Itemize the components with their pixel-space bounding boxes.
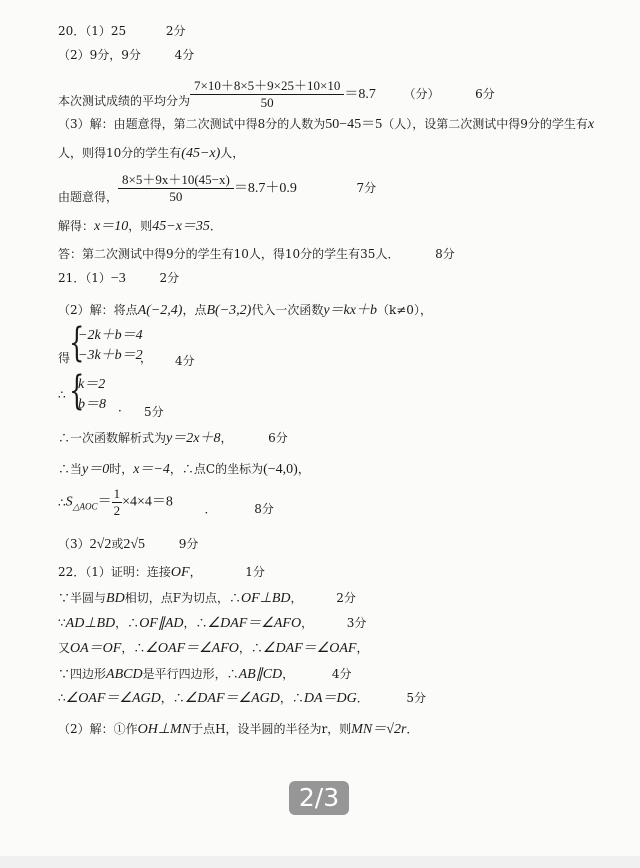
q22-line7-dot: ． — [406, 722, 419, 736]
q22-line3 — [58, 615, 366, 632]
q21-part2-text3: 代入一次函数 — [251, 303, 324, 317]
q21-part2-text1: （2）解：将点 — [58, 303, 138, 317]
q21-system2-dot: ． — [118, 400, 131, 414]
q21-system2-score: 5分 — [144, 405, 164, 419]
q21-point-c-text1: ∴当 — [58, 462, 83, 476]
q20-average-label: 本次测试成绩的平均分为 — [58, 94, 191, 108]
bottom-bar — [0, 856, 640, 868]
q21-part1-score: 2分 — [159, 271, 180, 285]
q21-expression-comma: ， — [220, 431, 233, 445]
q22-line4-text2: ，∴ — [238, 641, 263, 655]
q20-solve-label: 解得： — [58, 219, 95, 233]
q22-line4-comma: ， — [356, 641, 369, 655]
q21-point-c-text2: 时， — [109, 462, 134, 476]
q22-line7 — [58, 721, 418, 738]
q22-line4 — [58, 640, 368, 657]
q21-expression-score: 6分 — [268, 431, 288, 445]
q21-area-rest: ×4×4＝8 — [122, 494, 173, 510]
q21-area-line — [58, 486, 274, 519]
q22-line3-text1: ，∴ — [115, 616, 140, 630]
q21-system2-row2: b＝8 — [78, 397, 106, 412]
q22-line2-text2: 相切，点F为切点，∴ — [124, 591, 242, 605]
q20-part2 — [58, 47, 194, 63]
q21-area-subscript: △AOC — [72, 501, 98, 512]
q21-part3-answer2: 2√5 — [123, 537, 146, 552]
q22-line1-text: 22．（1）证明：连接 — [58, 565, 171, 579]
q20-equation-numerator: 8×5＋9x＋10(45−x) — [118, 172, 234, 189]
q21-point-b: B(−3,2) — [206, 303, 252, 318]
q21-part1-label: 21．（1） — [58, 271, 111, 285]
q22-line4-text1: ，∴ — [121, 641, 146, 655]
q22-line3-text2: ，∴ — [183, 616, 208, 630]
q20-solve-math2: 45−x＝35 — [152, 219, 210, 234]
q22-line6 — [58, 690, 426, 707]
q21-point-a: A(−2,4) — [137, 303, 183, 318]
q22-line5-math2: AB∥CD — [238, 667, 283, 682]
q22-line5-text1: ∵四边形 — [58, 667, 107, 681]
q21-point-c-coordinates: (−4,0) — [263, 462, 298, 477]
q22-line6-math3: DA＝DG — [303, 691, 357, 706]
q22-line7-text2: 于点H，设半圆的半径为r，则 — [191, 722, 352, 736]
q20-part3-line2 — [58, 145, 244, 162]
q20-part3-line2-text: 人，则得10分的学生有 — [58, 146, 182, 160]
q20-average-fraction — [190, 78, 344, 111]
q21-part2-text2: ，点 — [182, 303, 207, 317]
q21-system1-row1: −2k＋b＝4 — [78, 328, 143, 343]
q21-part3-label: （3） — [58, 537, 90, 551]
q21-point-c-text3: ，∴点C的坐标为 — [169, 462, 264, 476]
q22-line2 — [58, 590, 356, 607]
q22-line7-math2: MN＝√2r — [351, 722, 407, 737]
q22-line2-score: 2分 — [336, 591, 356, 605]
q20-answer-text: 答：第二次测试中得9分的学生有10人，得10分的学生有35人． — [58, 247, 400, 261]
q21-part3-answer1: 2√2 — [89, 537, 112, 552]
q21-system1-label: 得 — [58, 351, 71, 365]
q21-system1-row2: −3k＋b＝2 — [78, 348, 143, 363]
q21-point-c-line — [58, 461, 310, 478]
q22-line1 — [58, 564, 265, 581]
q20-equation-score: 7分 — [356, 181, 377, 195]
q21-part3-score: 9分 — [178, 537, 199, 551]
q21-area-therefore: ∴ — [58, 495, 66, 510]
q21-area-dot: ． — [204, 502, 217, 516]
page-indicator: 2/3 — [289, 781, 349, 815]
q20-answer-score: 8分 — [435, 247, 455, 261]
q20-answer-line — [58, 246, 455, 262]
q22-line7-text1: （2）解：①作 — [58, 722, 138, 736]
q21-area-symbol: S — [65, 494, 73, 510]
q21-area-score: 8分 — [254, 502, 274, 516]
q21-part1 — [58, 270, 179, 287]
q21-part3 — [58, 536, 198, 553]
q22-line5-text2: 是平行四边形，∴ — [142, 667, 239, 681]
q22-line3-math1: AD⊥BD — [65, 616, 116, 631]
q21-part1-answer: −3 — [110, 271, 126, 286]
q21-system1-score: 4分 — [175, 354, 195, 368]
q21-linear-function: y＝kx＋b — [323, 303, 377, 318]
q20-average-numerator: 7×10＋8×5＋9×25＋10×10 — [190, 78, 344, 95]
q20-part3-text: （3）解：由题意得，第二次测试中得8分的人数为 — [58, 117, 326, 131]
q22-line2-text1: ∵半圆与 — [58, 591, 107, 605]
q21-part2-line1 — [58, 302, 432, 319]
q20-part3-variable: x — [587, 117, 595, 132]
q21-area-equals: ＝ — [97, 494, 112, 510]
q21-area-frac-denominator: 2 — [113, 503, 121, 518]
q20-part3-math: 50−45＝5 — [325, 117, 383, 132]
q20-part3-line1 — [58, 116, 594, 133]
q21-area-frac-numerator: 1 — [113, 486, 121, 501]
q20-solve-tail: ． — [209, 219, 222, 233]
q22-line1-math: OF — [170, 565, 190, 580]
q22-line2-math2: OF⊥BD — [241, 591, 291, 606]
q22-line4-math1: OA＝OF — [70, 641, 122, 656]
q22-line4-also: 又 — [58, 641, 71, 655]
q20-part1-answer: 20．（1）25 — [58, 24, 127, 38]
q22-line6-math2: ∠DAF＝∠AGD — [184, 691, 280, 706]
q21-point-c-comma: ， — [297, 462, 310, 476]
q21-expression-label: ∴一次函数解析式为 — [58, 431, 167, 445]
q20-part3-line2-tail: 人， — [220, 146, 245, 160]
q21-system1-comma: ， — [140, 351, 153, 365]
q21-part2-text4: （k≠0）， — [376, 303, 432, 317]
q20-equation-line — [58, 167, 376, 205]
q20-equation-result: ＝8.7＋0.9 — [233, 181, 297, 196]
q20-average-result: ＝8.7 — [344, 87, 376, 102]
q22-line2-math1: BD — [106, 591, 125, 606]
q22-line6-score: 5分 — [406, 691, 427, 705]
q20-average-denominator: 50 — [260, 95, 274, 110]
q22-line2-comma: ， — [290, 591, 303, 605]
q21-system2-brace: { — [69, 368, 85, 414]
q20-equation-denominator: 50 — [169, 189, 183, 204]
q20-part1-score: 2分 — [165, 24, 186, 38]
q20-solve-text: ，则 — [128, 219, 153, 233]
q22-line1-score: 1分 — [245, 565, 265, 579]
q22-line5-math1: ABCD — [106, 667, 143, 682]
q22-line3-math3: ∠DAF＝∠AFO — [207, 616, 302, 631]
q22-line3-math2: OF∥AD — [139, 616, 184, 631]
q21-part3-or: 或 — [111, 537, 124, 551]
q22-line1-comma: ， — [189, 565, 202, 579]
q22-line6-math1: ∠OAF＝∠AGD — [65, 691, 161, 706]
q22-line3-score: 3分 — [346, 616, 367, 630]
q22-line7-math1: OH⊥MN — [137, 722, 192, 737]
q22-line5-score: 4分 — [331, 667, 352, 681]
q20-part3-text-tail: （人），设第二次测试中得9分的学生有 — [382, 117, 588, 131]
q20-part3-line2-math: (45−x) — [181, 146, 221, 161]
q20-average-unit: （分） — [403, 87, 440, 101]
q22-line6-text2: ，∴ — [279, 691, 304, 705]
q21-system1-brace: { — [69, 320, 85, 366]
q21-area-fraction — [112, 486, 123, 519]
q22-line3-comma: ， — [301, 616, 314, 630]
q21-expression-math: y＝2x＋8 — [166, 431, 221, 446]
q22-line6-text1: ，∴ — [160, 691, 185, 705]
q20-part2-score: 4分 — [174, 48, 195, 62]
q21-expression-line — [58, 430, 288, 447]
q22-line4-math3: ∠DAF＝∠OAF — [262, 641, 357, 656]
q21-system2-row1: k＝2 — [78, 377, 106, 392]
q20-average-line — [58, 69, 495, 111]
q21-point-c-math2: x＝−4 — [133, 462, 170, 477]
q22-line3-because: ∵ — [58, 616, 66, 630]
q22-line5 — [58, 666, 351, 683]
q22-line4-math2: ∠OAF＝∠AFO — [145, 641, 239, 656]
q22-line6-dot: ． — [356, 691, 369, 705]
q20-average-score: 6分 — [475, 87, 495, 101]
q20-solve-math1: x＝10 — [94, 219, 129, 234]
q20-part1 — [58, 23, 185, 39]
q20-part2-answer: （2）9分，9分 — [58, 48, 141, 62]
q20-solve-line — [58, 218, 222, 235]
q21-point-c-math1: y＝0 — [82, 462, 110, 477]
q21-system2-therefore: ∴ — [58, 388, 66, 402]
q20-equation-fraction — [118, 172, 234, 205]
q22-line6-therefore: ∴ — [58, 691, 66, 705]
q22-line5-comma: ， — [282, 667, 295, 681]
q20-equation-label: 由题意得， — [58, 190, 119, 204]
